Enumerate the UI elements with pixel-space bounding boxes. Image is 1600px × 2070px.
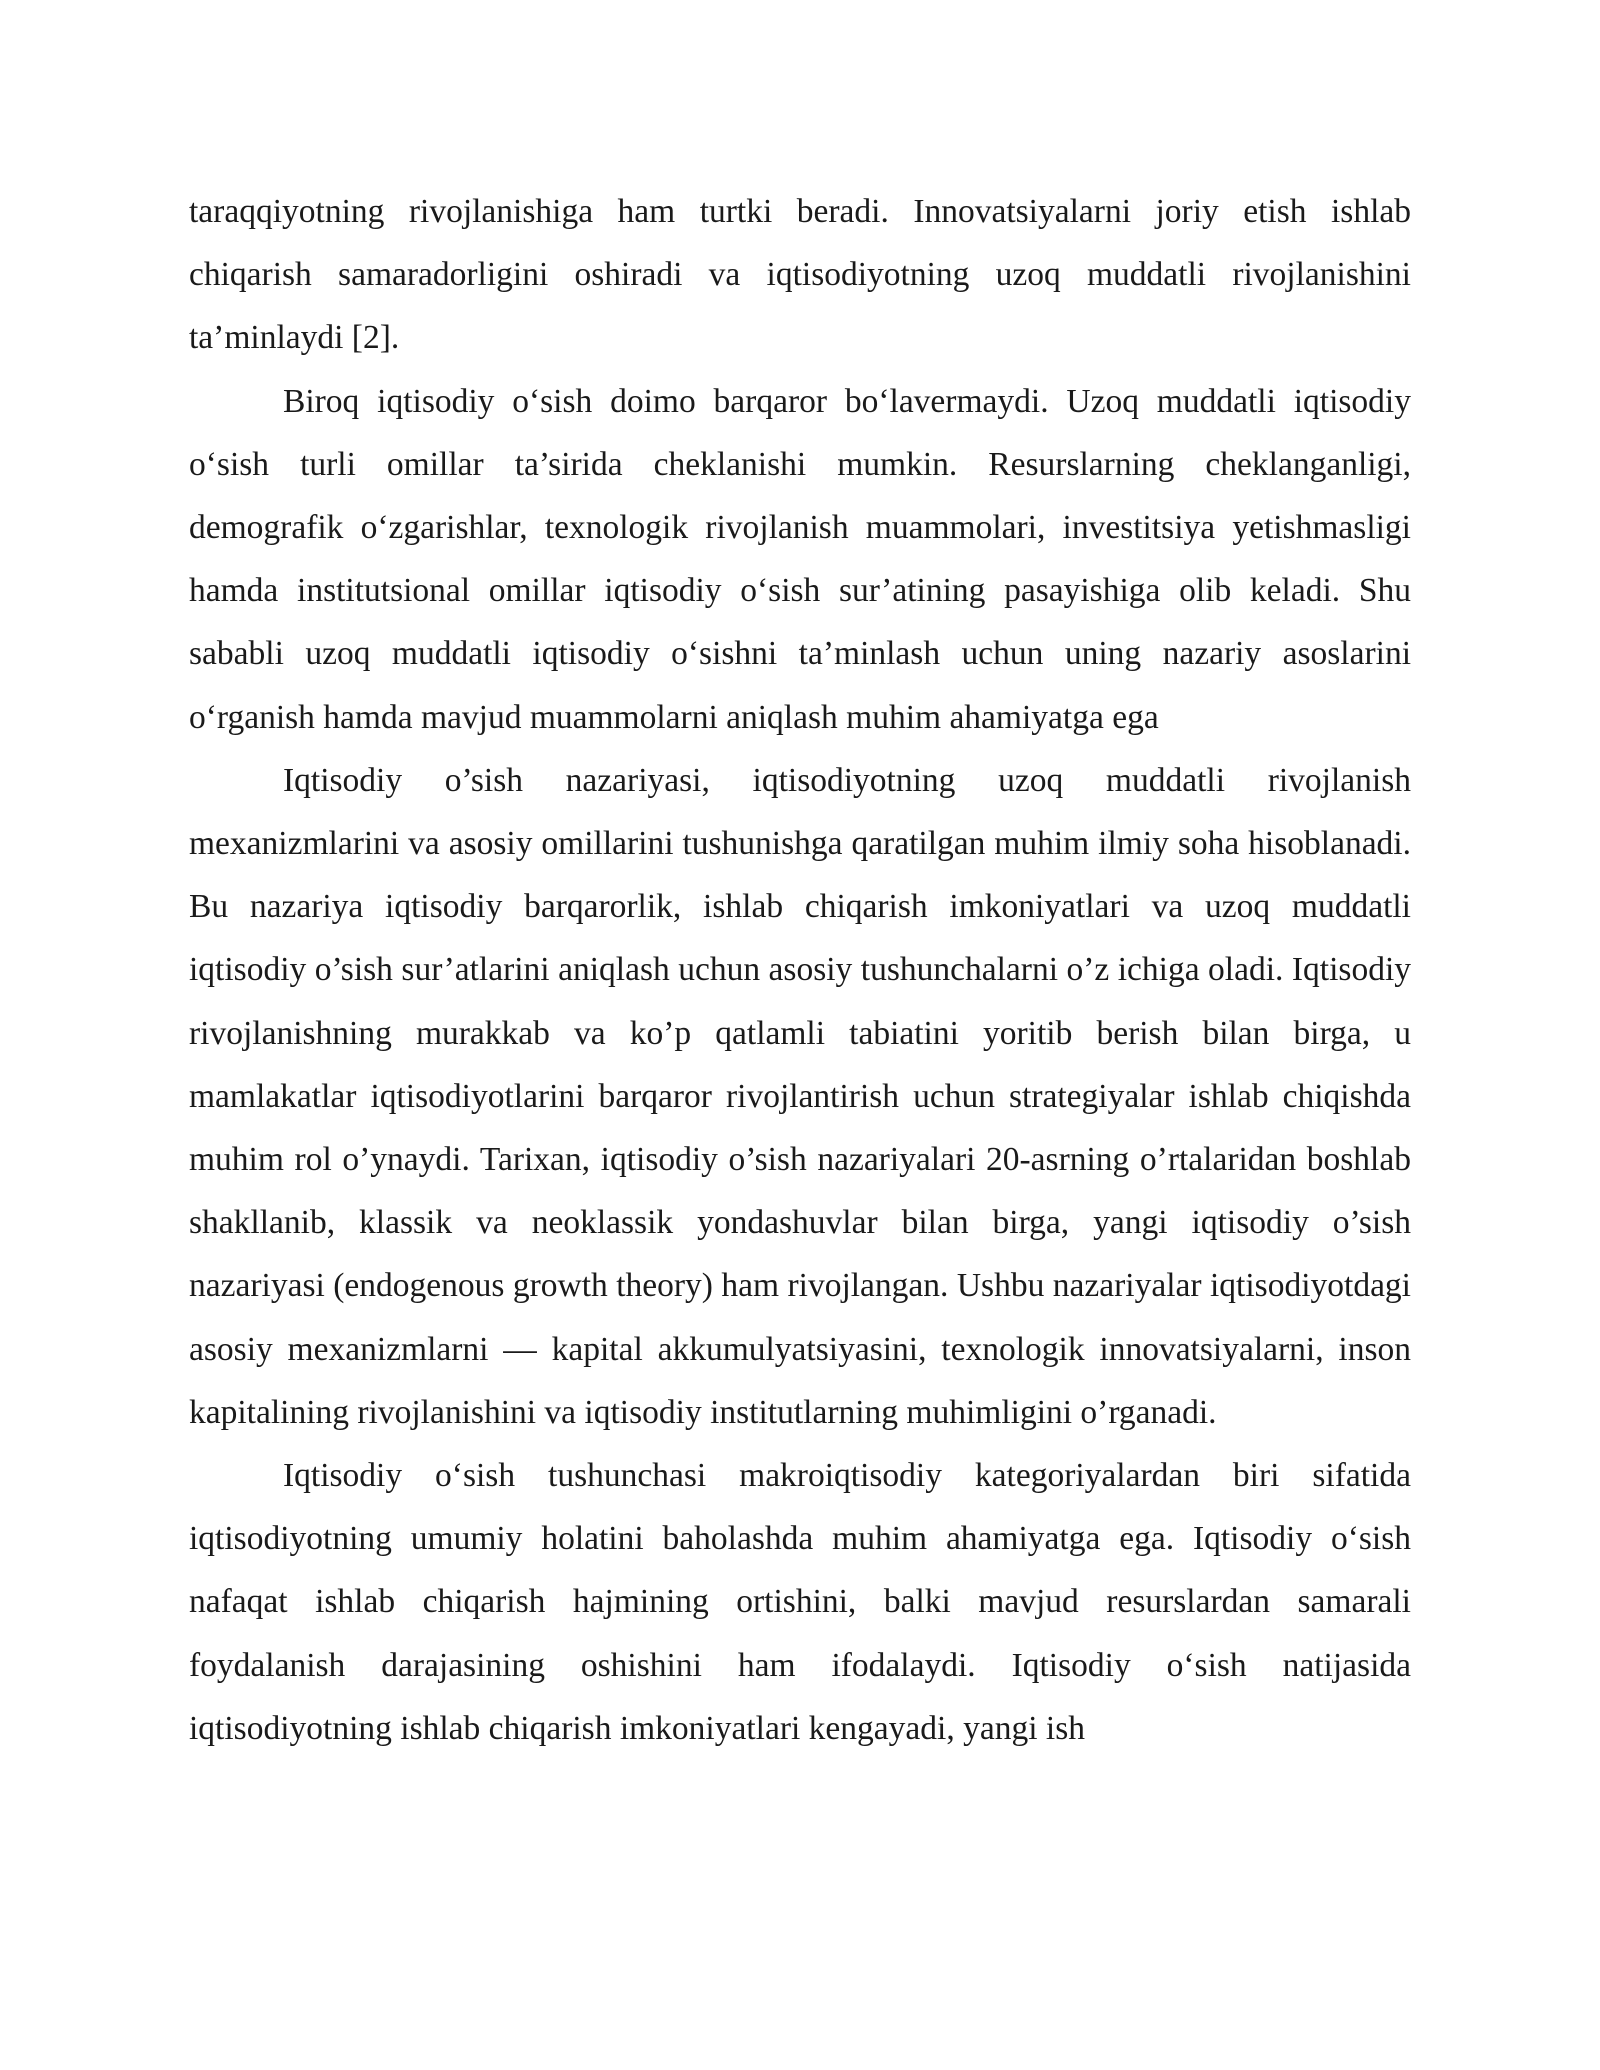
paragraph: Biroq iqtisodiy o‘sish doimo barqaror bo‘lavermaydi. Uzoq muddatli iqtisodiy o‘sish turli omillar ta’sirida cheklanishi mumkin. Resurslarning cheklanganligi, demografik o‘zgarishlar, texnologik rivojlanish muammolari, investitsiya yetishmasligi hamda institutsional omillar iqtisodiy o‘sish sur’atining pasayishiga olib keladi. Shu sababli uzoq muddatli iqtisodiy o‘sishni ta’minlash uchun uning nazariy asoslarini o‘rganish hamda mavjud muammolarni aniqlash muhim ahamiyatga ega (189, 382, 1411, 736)
paragraph: Iqtisodiy o‘sish tushunchasi makroiqtisodiy kategoriyalardan biri sifatida iqtisodiyotning umumiy holatini baholashda muhim ahamiyatga ega. Iqtisodiy o‘sish nafaqat ishlab chiqarish hajmining ortishini, balki mavjud resurslardan samarali foydalanish darajasining oshishini ham ifodalaydi. Iqtisodiy o‘sish natijasida iqtisodiyotning ishlab chiqarish imkoniyatlari kengayadi, yangi ish (189, 1457, 1411, 1747)
body-text (189, 180, 1411, 1760)
paragraph: Iqtisodiy o’sish nazariyasi, iqtisodiyotning uzoq muddatli rivojlanish mexanizmlarini va asosiy omillarini tushunishga qaratilgan muhim ilmiy soha hisoblanadi. Bu nazariya iqtisodiy barqarorlik, ishlab chiqarish imkoniyatlari va uzoq muddatli iqtisodiy o’sish sur’atlarini aniqlash uchun asosiy tushunchalarni o’z ichiga oladi. Iqtisodiy rivojlanishning murakkab va ko’p qatlamli tabiatini yoritib berish bilan birga, u mamlakatlar iqtisodiyotlarini barqaror rivojlantirish uchun strategiyalar ishlab chiqishda muhim rol o’ynaydi. Tarixan, iqtisodiy o’sish nazariyalari 20-asrning o’rtalaridan boshlab shakllanib, klassik va neoklassik yondashuvlar bilan birga, yangi iqtisodiy o’sish nazariyasi (endogenous growth theory) ham rivojlangan. Ushbu nazariyalar iqtisodiyotdagi asosiy mexanizmlarni — kapital akkumulyatsiyasini, texnologik innovatsiyalarni, inson kapitalining rivojlanishini va iqtisodiy institutlarning muhimligini o’rganadi. (189, 761, 1411, 1431)
paragraph-continuation: taraqqiyotning rivojlanishiga ham turtki beradi. Innovatsiyalarni joriy etish ishlab chiqarish samaradorligini oshiradi va iqtisodiyotning uzoq muddatli rivojlanishini ta’minlaydi [2]. (189, 193, 1411, 357)
